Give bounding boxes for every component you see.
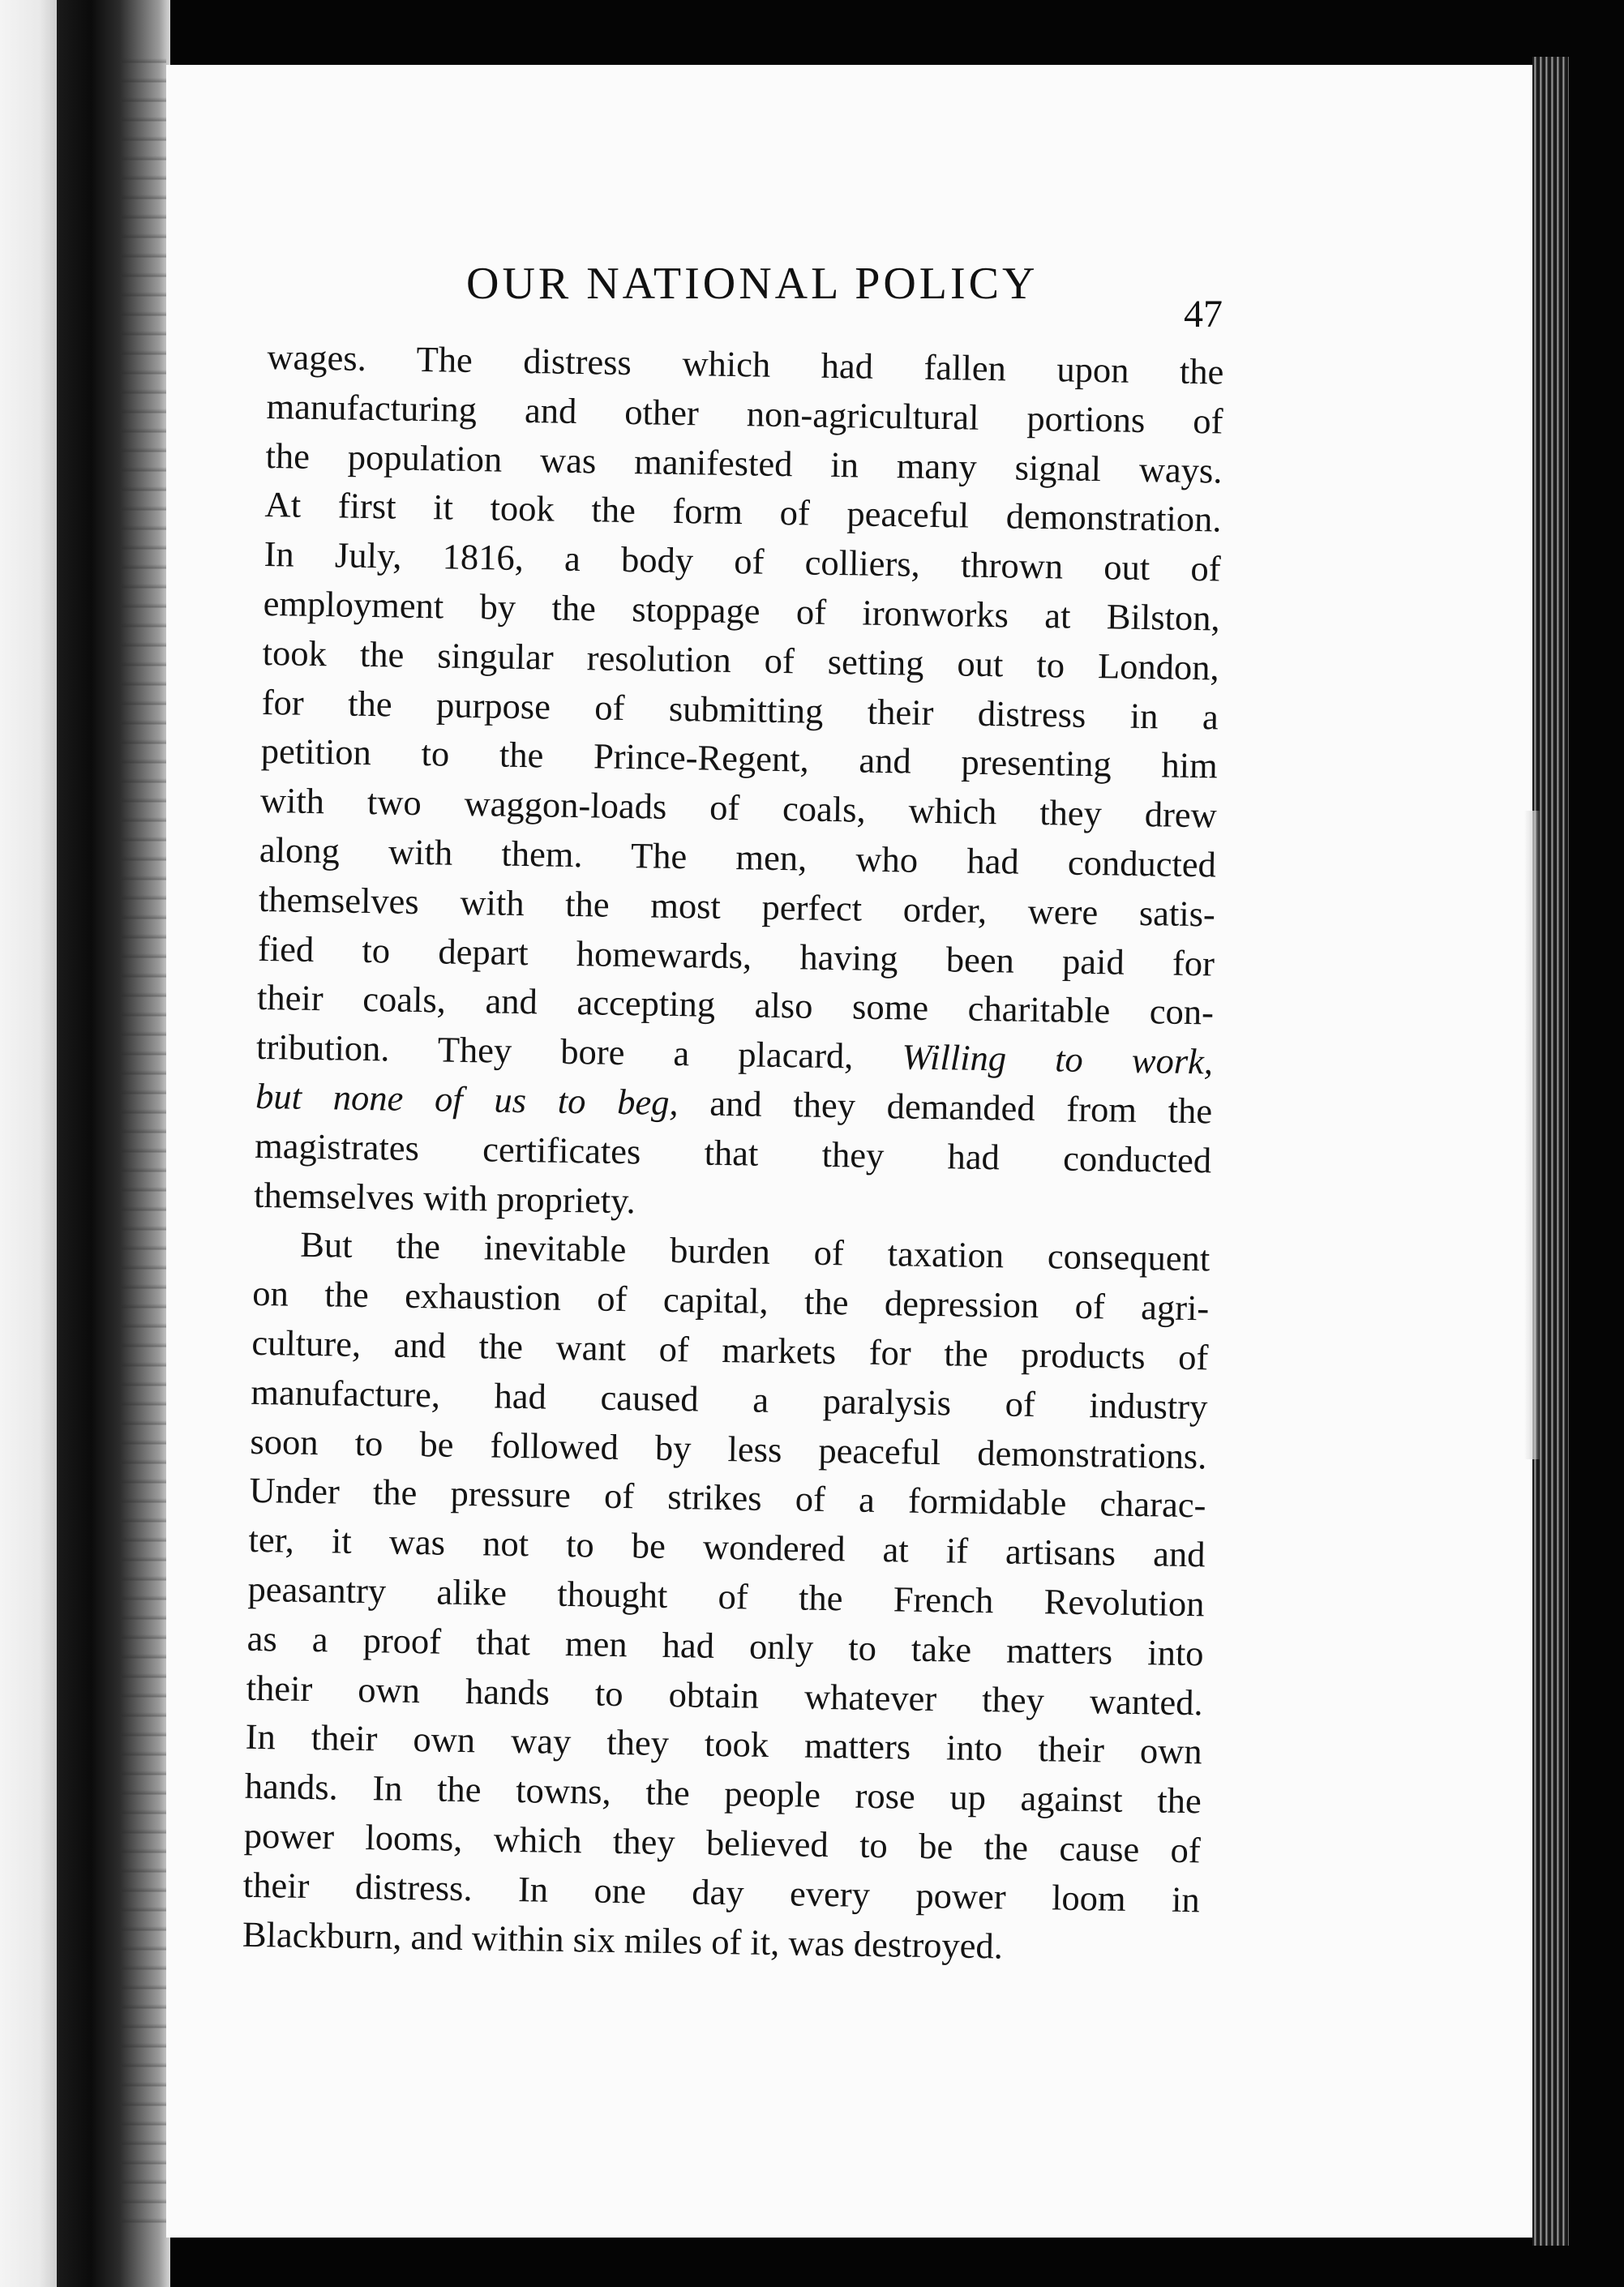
text-line: soon to be followed by less peaceful demonstrations. (250, 1420, 1207, 1476)
text-line: At first it took the form of peaceful demonstration. (264, 484, 1222, 540)
text-line: themselves with propriety. (253, 1174, 636, 1221)
text-line: magistrates certificates that they had conducted (254, 1124, 1212, 1181)
text-line: In July, 1816, a body of colliers, thrown out of (264, 533, 1221, 589)
text-line: petition to the Prince-Regent, and presenting him (260, 730, 1219, 786)
body-text (242, 332, 1223, 1974)
italic-motto: but none of us to beg, (255, 1075, 679, 1124)
text-line: their distress. In one day every power loom in (242, 1864, 1201, 1920)
text-line: fied to depart homewards, having been paid for (257, 927, 1215, 984)
facing-page-edge (0, 0, 57, 2287)
text-line: wages. The distress which had fallen upon the (267, 336, 1224, 392)
text-line: along with them. The men, who had conducted (259, 829, 1217, 885)
text-line: the population was manifested in many signal ways. (265, 435, 1223, 491)
text-line: culture, and the want of markets for the products of (251, 1321, 1209, 1378)
page-stack-highlight (1524, 811, 1540, 1459)
text-line: manufacturing and other non-agricultural portions of (266, 385, 1223, 442)
italic-motto: Willing to work, (902, 1036, 1214, 1082)
text-line: In their own way they took matters into their own (245, 1716, 1203, 1772)
text-line: with two waggon-loads of coals, which they drew (259, 780, 1218, 836)
text-line: themselves with the most perfect order, were satis- (258, 878, 1216, 935)
text-line: manufacture, had caused a paralysis of industry (251, 1371, 1208, 1428)
text-line: on the exhaustion of capital, the depression of agri- (251, 1272, 1210, 1329)
text-line: as a proof that men had only to take matters into (246, 1617, 1204, 1674)
page-number: 47 (1184, 293, 1223, 336)
text-line: peasantry alike thought of the French Revolution (247, 1568, 1205, 1625)
text-line: Under the pressure of strikes of a formidable charac- (249, 1470, 1206, 1526)
running-title: OUR NATIONAL POLICY (466, 259, 1039, 309)
text-line: their own hands to obtain whatever they wanted. (246, 1667, 1203, 1723)
text-line: employment by the stoppage of ironworks at Bilston, (263, 582, 1221, 639)
text-segment: tribution. They bore a placard, (255, 1026, 902, 1077)
text-line: hands. In the towns, the people rose up against the (244, 1765, 1202, 1822)
text-line: their coals, and accepting also some charitable con- (256, 977, 1215, 1033)
text-line: for the purpose of submitting their distress in a (261, 681, 1219, 738)
text-line: But the inevitable burden of taxation consequent (299, 1224, 1211, 1279)
text-segment: and they demanded from the (678, 1082, 1213, 1132)
text-line: ter, it was not to be wondered at if artisans and (248, 1518, 1206, 1575)
text-line: power looms, which they believed to be the cause of (243, 1814, 1202, 1871)
text-line: took the singular resolution of setting out to London, (262, 632, 1220, 688)
gutter-texture (122, 49, 166, 2238)
text-line: Blackburn, and within six miles of it, was destroyed. (242, 1913, 1004, 1966)
